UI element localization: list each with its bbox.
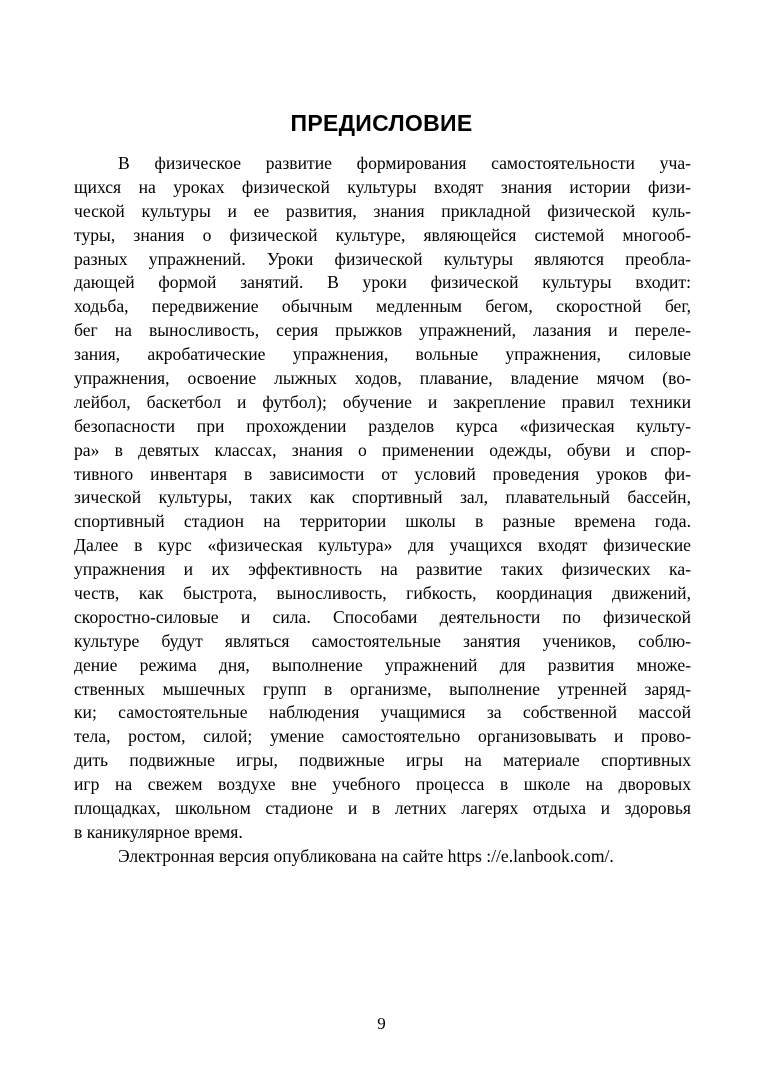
text-line: бег на выносливость, серия прыжков упражнений, лазания и переле-	[74, 320, 691, 341]
text-line: зической культуры, таких как спортивный зал, плавательный бассейн,	[74, 487, 691, 508]
text-line: ственных мышечных групп в организме, выполнение утренней заряд-	[74, 678, 691, 699]
text-line: в каникулярное время.	[74, 821, 243, 842]
text-line: честв, как быстрота, выносливость, гибкость, координация движений,	[74, 583, 691, 604]
text-line: Далее в курс «физическая культура» для учащихся входят физические	[74, 535, 691, 556]
text-line: ческой культуры и ее развития, знания прикладной физической куль-	[74, 200, 691, 221]
text-line: ки; самостоятельные наблюдения учащимися за собственной массой	[74, 702, 691, 723]
text-line: щихся на уроках физической культуры входят знания истории физи-	[74, 176, 691, 197]
text-line: дающей формой занятий. В уроки физической культуры входит:	[74, 272, 691, 293]
paragraph-main	[74, 152, 691, 845]
text-line: дить подвижные игры, подвижные игры на материале спортивных	[74, 750, 691, 771]
text-line: тивного инвентаря в зависимости от условий проведения уроков фи-	[74, 463, 691, 484]
text-line: безопасности при прохождении разделов курса «физическая культу-	[74, 415, 691, 436]
page-title: ПРЕДИСЛОВИЕ	[290, 110, 473, 136]
page-number: 9	[377, 1014, 386, 1033]
text-line: игр на свежем воздухе вне учебного процесса в школе на дворовых	[74, 774, 691, 795]
text-line: тела, ростом, силой; умение самостоятельно организовывать и прово-	[74, 726, 691, 747]
text-line: разных упражнений. Уроки физической культуры являются преобла-	[74, 248, 691, 269]
text-line: дение режима дня, выполнение упражнений для развития множе-	[74, 654, 691, 675]
text-line: лейбол, баскетбол и футбол); обучение и закрепление правил техники	[74, 391, 691, 412]
text-line: площадках, школьном стадионе и в летних лагерях отдыха и здоровья	[74, 798, 691, 819]
text-line: спортивный стадион на территории школы в разные времена года.	[74, 511, 691, 532]
text-line: Электронная версия опубликована на сайте https ://e.lanbook.com/.	[118, 845, 614, 866]
text-line: упражнения, освоение лыжных ходов, плавание, владение мячом (во-	[74, 368, 691, 389]
text-line: упражнения и их эффективность на развитие таких физических ка-	[74, 559, 691, 580]
paragraph-note	[74, 845, 691, 869]
text-line: зания, акробатические упражнения, вольные упражнения, силовые	[74, 344, 691, 365]
text-line: скоростно-силовые и сила. Способами деятельности по физической	[74, 606, 691, 627]
text-line: ра» в девятых классах, знания о применении одежды, обуви и спор-	[74, 439, 691, 460]
text-line: туры, знания о физической культуре, являющейся системой многооб-	[74, 224, 691, 245]
text-line: культуре будут являться самостоятельные занятия учеников, соблю-	[74, 630, 691, 651]
text-line: ходьба, передвижение обычным медленным бегом, скоростной бег,	[74, 296, 691, 317]
body-text	[74, 152, 691, 869]
text-line: В физическое развитие формирования самостоятельности уча-	[118, 153, 691, 173]
